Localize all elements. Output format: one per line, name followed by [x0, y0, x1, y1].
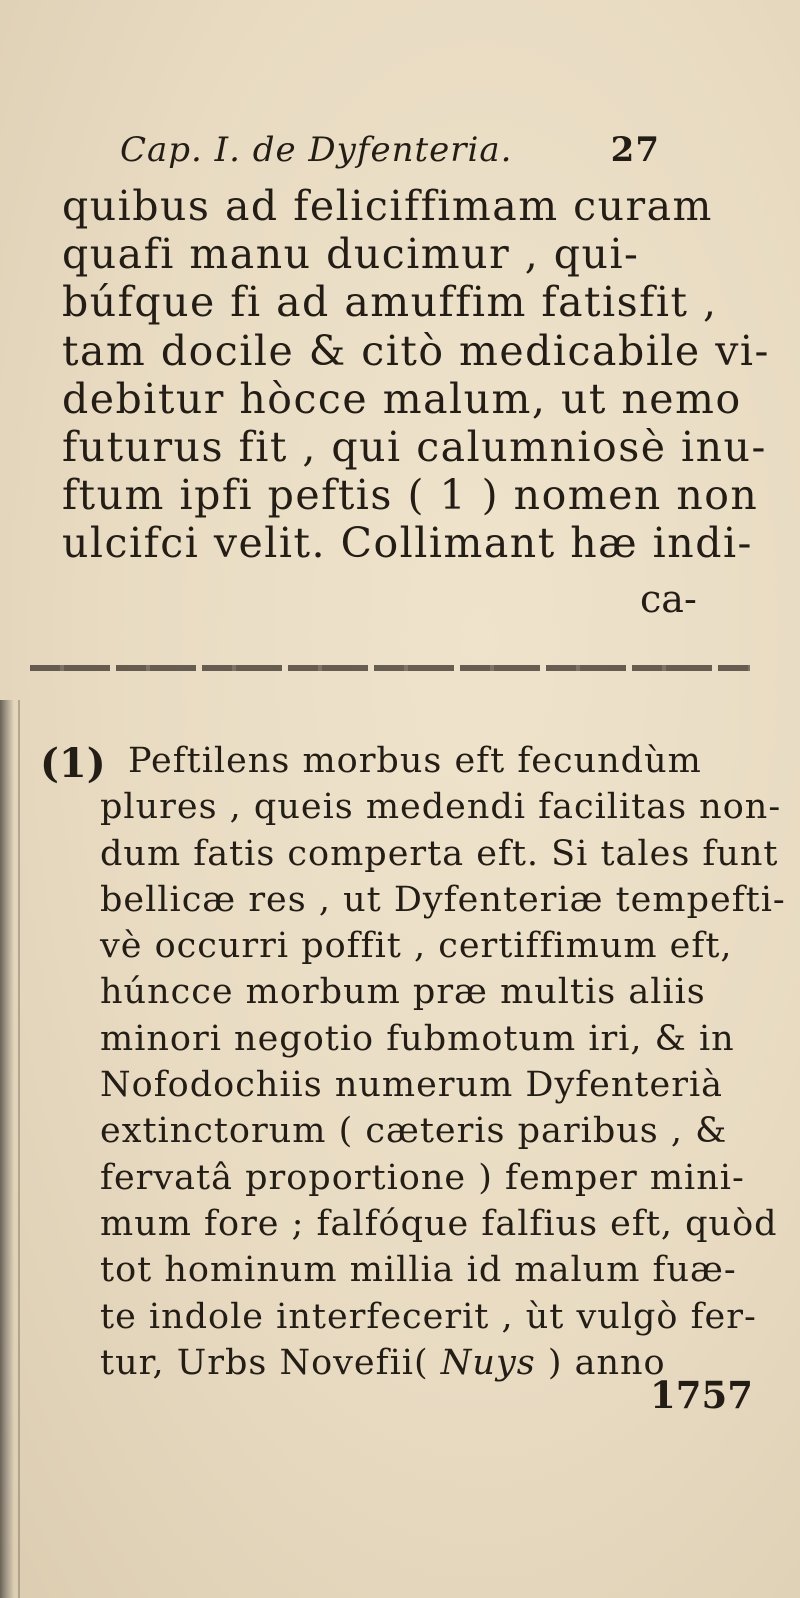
footnote-line: Peftilens morbus eft fecundùm	[128, 741, 702, 781]
text-line: quibus ad feliciffimam curam	[62, 182, 713, 230]
text-line: ftum ipfi peftis ( 1 ) nomen non	[62, 471, 759, 520]
footnote-line: minori negotio fubmotum iri, & in	[100, 1018, 735, 1059]
running-head	[120, 130, 660, 170]
footnote-last-line-pre: tur, Urbs Novefii(	[100, 1342, 441, 1383]
text-line: búfque fi ad amuffim fatisfit ,	[62, 278, 718, 327]
footnote-last-line-post: ) anno	[535, 1342, 666, 1383]
text-line: futurus fit , qui calumniosè inu-	[62, 423, 767, 472]
running-head-title: Cap. I. de Dyfenteria.	[120, 130, 513, 170]
footnote-line: húncce morbum præ multis aliis	[100, 972, 706, 1013]
footnote-line: Nofodochiis numerum Dyfenterià	[100, 1065, 724, 1106]
page-number: 27	[610, 130, 660, 170]
footnote-line: mum fore ; falfóque falfius eft, quòd	[100, 1203, 778, 1244]
footnote-line: bellicæ res , ut Dyfenteriæ tempefti-	[100, 879, 786, 920]
footnote-line: tot hominum millia id malum fuæ-	[100, 1250, 737, 1291]
footnote-line: extinctorum ( cæteris paribus , &	[100, 1111, 728, 1152]
footnote-text-block	[92, 738, 792, 1386]
footnote-catchword: 1757	[650, 1373, 753, 1417]
footnote-italic-place-name: Nuys	[440, 1342, 536, 1383]
text-line: quafi manu ducimur , qui-	[62, 230, 640, 279]
footnote-marker: (1)	[40, 740, 106, 787]
footnote-line: plures , queis medendi facilitas non-	[100, 787, 782, 828]
text-line: debitur hòcce malum, ut nemo	[62, 374, 742, 423]
text-line: ulcifci velit. Collimant hæ indi-	[62, 519, 753, 568]
footnote-line: te indole interfecerit , ùt vulgò fer-	[100, 1296, 757, 1337]
footnote-line: dum fatis comperta eft. Si tales funt	[100, 833, 779, 874]
catchword: ca-	[640, 577, 697, 621]
text-line: tam docile & citò medicabile vi-	[62, 326, 770, 375]
page-edge-shadow	[0, 700, 14, 1598]
footnote-line: vè occurri poffit , certiffimum eft,	[100, 926, 733, 967]
footnote-line: fervatâ proportione ) femper mini-	[100, 1157, 745, 1198]
page-edge-line	[18, 700, 20, 1598]
footnote-separator-rule	[30, 665, 750, 671]
main-text-block	[62, 182, 770, 568]
